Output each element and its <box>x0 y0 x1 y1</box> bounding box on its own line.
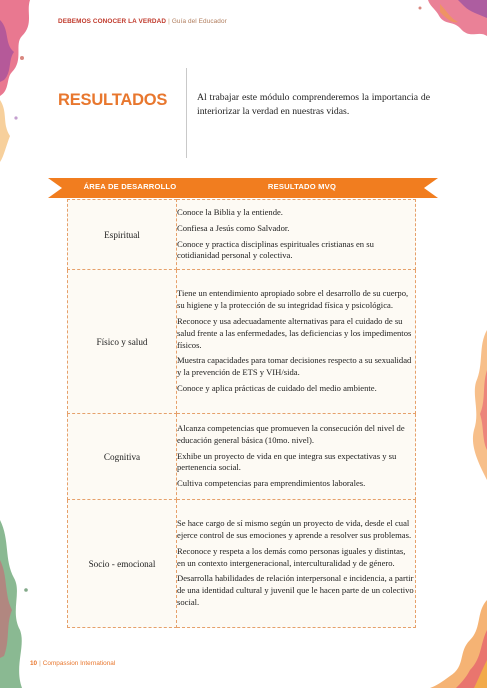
result-item: Confiesa a Jesús como Salvador. <box>177 222 290 233</box>
paint-splash-top-left <box>0 0 40 170</box>
result-item: Exhibe un proyecto de vida en que integra sus expectativas y su pertenencia social. <box>177 450 397 473</box>
area-cell: Físico y salud <box>68 270 177 414</box>
table-row <box>68 270 416 414</box>
result-item: Conoce y practica disciplinas espirituales cristianas en su cotidianidad personal y colectiva. <box>177 238 374 261</box>
area-cell: Cognitiva <box>68 414 177 500</box>
paint-splash-top-right <box>400 0 487 44</box>
result-item: Se hace cargo de sí mismo según un proyecto de vida, desde el cual ejerce control de sus emociones y aprende a resolver sus problemas. <box>177 517 412 540</box>
section-title: RESULTADOS <box>58 91 168 109</box>
footer-separator: | <box>39 660 41 667</box>
area-cell: Espiritual <box>68 200 177 270</box>
banner-left-notch <box>48 178 62 198</box>
table-row <box>68 500 416 628</box>
banner-right-notch <box>424 178 438 198</box>
result-item: Conoce y aplica prácticas de cuidado del medio ambiente. <box>177 383 377 394</box>
result-item: Desarrolla habilidades de relación interpersonal e incidencia, a partir de una identidad cultural y juvenil que le hacen parte de un colectivo social. <box>177 573 414 608</box>
result-item: Tiene un entendimiento apropiado sobre el desarrollo de su cuerpo, su higiene y la protección de su integridad física y psicológica. <box>177 287 409 310</box>
result-item: Muestra capacidades para tomar decisiones respecto a su sexualidad y la prevención de ETS y VIH/sida. <box>177 355 412 378</box>
running-header <box>58 18 227 25</box>
results-table <box>67 199 416 628</box>
table-row <box>68 200 416 270</box>
intro-paragraph: Al trabajar este módulo comprenderemos la importancia de interiorizar la verdad en nuestras vidas. <box>197 92 430 117</box>
paint-splash-right <box>462 330 487 480</box>
result-item: Reconoce y respeta a los demás como personas iguales y distintas, en un contexto intergeneracional, interculturalidad y de género. <box>177 545 406 568</box>
result-item: Cultiva competencias para emprendimientos laborales. <box>177 478 366 489</box>
area-cell: Socio - emocional <box>68 500 177 628</box>
page-footer <box>30 660 115 667</box>
paint-splash-bottom-right <box>420 600 487 688</box>
result-cell <box>177 270 416 414</box>
header-subtitle: Guía del Educador <box>171 18 227 25</box>
result-cell <box>177 500 416 628</box>
result-item: Conoce la Biblia y la entiende. <box>177 206 283 217</box>
result-cell <box>177 200 416 270</box>
result-cell <box>177 414 416 500</box>
column-header-result: RESULTADO MVQ <box>267 182 337 191</box>
column-header-area: ÁREA DE DESARROLLO <box>83 182 177 191</box>
header-brand: DEBEMOS CONOCER LA VERDAD <box>58 18 167 25</box>
result-item: Alcanza competencias que promueven la consecución del nivel de educación general básica (10mo. nivel). <box>177 422 405 445</box>
header-separator: | <box>168 18 170 25</box>
title-divider <box>186 68 187 158</box>
table-header-banner <box>48 178 438 198</box>
page-number: 10 <box>30 660 38 667</box>
footer-org: Compassion International <box>42 660 116 667</box>
table-row <box>68 414 416 500</box>
result-item: Reconoce y usa adecuadamente alternativas para el cuidado de su salud frente a las enfermedades, las deficiencias y los impedimentos físicos. <box>177 315 412 350</box>
